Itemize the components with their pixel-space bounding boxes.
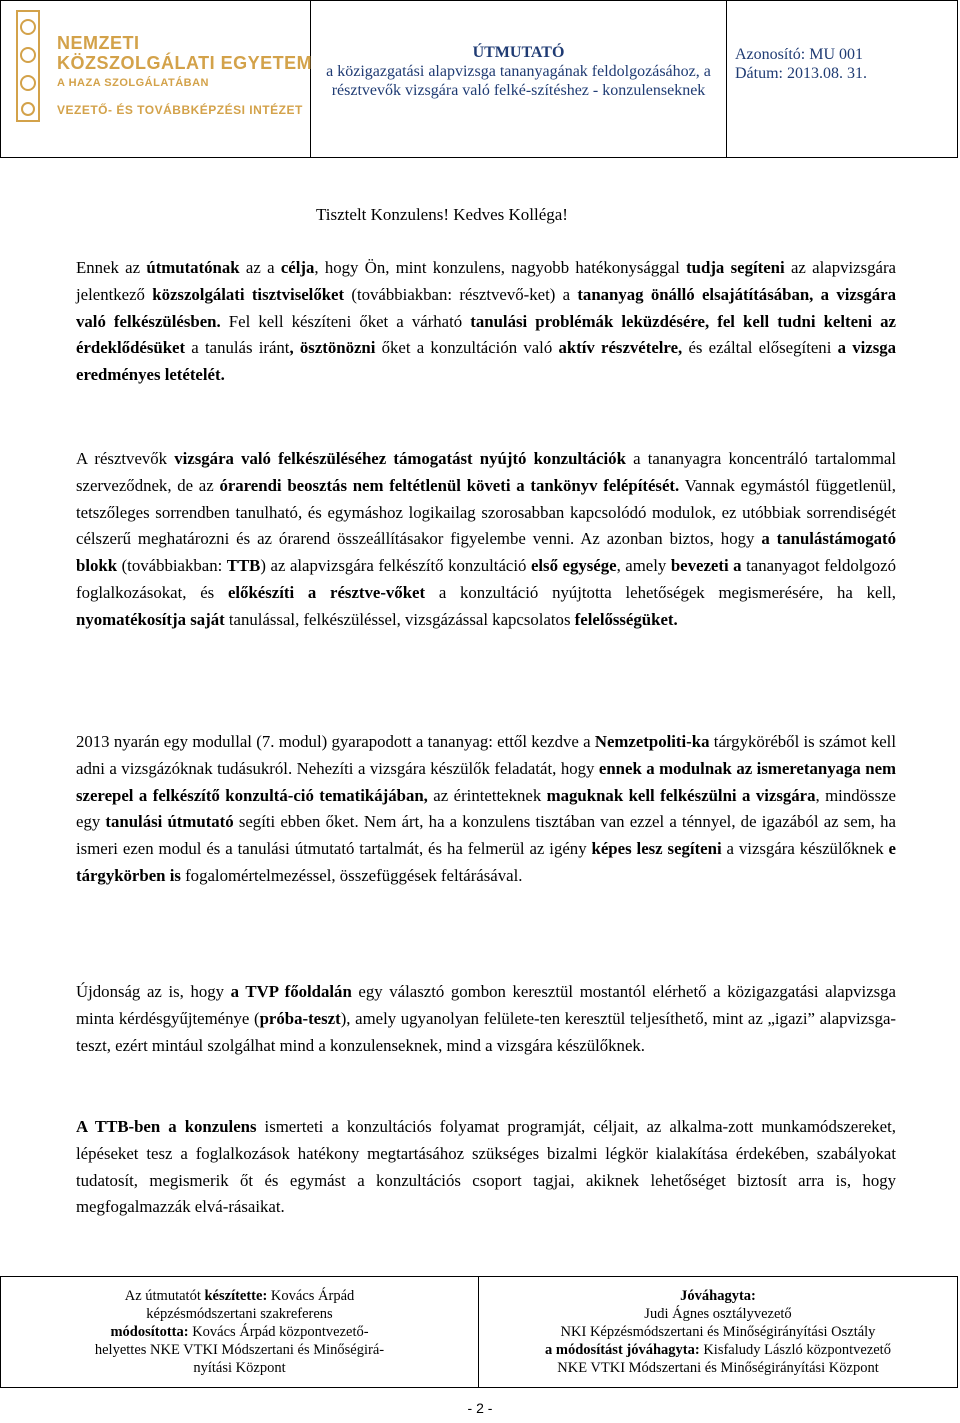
bold-text-run: a vizsga eredményes letételét. [76,338,897,385]
bold-text-run: nyomatékosítja saját [76,609,225,629]
bold-text-run: TTB [226,556,261,576]
bold-text-run: tanulási útmutató [105,812,234,832]
footer-author-line-3 [31,1323,448,1341]
text-run: , amely [616,556,671,576]
paragraph-5 [76,1114,896,1221]
footer-author-prefix: Az útmutatót [124,1288,205,1304]
bold-text-run: a TVP főoldalán [230,982,352,1001]
footer-approval-line-2: Judi Ágnes osztályvezető [644,1306,792,1322]
bold-text-run: tudja segíteni [686,258,785,277]
title-cell [311,1,727,157]
bold-text-run: Nemzetpoliti-ka [594,732,710,751]
footer-modifier-name: Kovács Árpád központvezető- [188,1324,369,1340]
meta-cell [727,1,957,157]
footer-author-line-1 [31,1287,448,1305]
text-run: ) az alapvizsgára felkészítő konzultáció [260,556,531,576]
paragraph-1 [76,255,896,389]
text-run: , hogy Ön, mint konzulens, nagyobb hatékonysággal [314,258,687,277]
text-run: tananyagot feldolgozó foglalkozásokat, és [76,556,897,602]
document-id: Azonosító: MU 001 [735,46,863,63]
text-run: A résztvevők [76,449,175,468]
bold-text-run: e tárgykörben is [76,839,896,885]
logo-line-2: KÖZSZOLGÁLATI EGYETEM [57,53,313,73]
text-run: Ennek az [76,258,147,277]
text-run: őket a konzultáción való [375,338,559,358]
paragraph-2 [76,446,896,634]
bold-text-run: maguknak kell felkészülni a vizsgára [546,785,816,805]
text-run: ), amely ugyanolyan felülete-ten keresztül teljesíthető, mint az „igazi” alapvizsga-teszt, ezért mintául szolgálhat mind a konzulenseknek, mind a vizsgára készülőknek. [76,1008,897,1055]
university-logo [7,7,313,153]
document-header [0,0,958,158]
seal-icon [11,9,45,123]
bold-text-run: előkészíti a résztve-vőket [227,582,426,602]
footer-author-line-5: nyítási Központ [193,1360,286,1376]
bold-text-run: felelősségüket. [574,609,678,629]
footer-approval-label: Jóváhagyta: [680,1288,756,1304]
text-run: a tanulás iránt [185,338,290,358]
logo-line-3: A HAZA SZOLGÁLATÁBAN [57,77,209,89]
footer-modifier-label: módosította: [110,1324,189,1340]
text-run: , mindössze egy [76,785,896,832]
text-run: 2013 nyarán egy modullal (7. modul) gyarapodott a tananyag: ettől kezdve a [76,732,595,751]
text-run: az érintetteknek [427,785,547,805]
bold-text-run: célja [280,258,315,277]
bold-text-run: képes lesz segíteni [591,839,722,859]
text-run: az a [239,258,281,277]
footer-approval-line-4 [499,1341,937,1359]
text-run: a tananyagra koncentráló tartalommal szerveződnek, de az [76,449,896,495]
footer-approval-line-5: NKE VTKI Módszertani és Minőségirányítási Központ [557,1360,879,1376]
bold-text-run: , ösztönözni [289,338,376,358]
text-run: a vizsgára készülőknek [721,839,889,859]
footer-author-line-2: képzésmódszertani szakreferens [146,1306,333,1322]
bold-text-run: első egysége [530,556,617,576]
bold-text-run: tanulási problémák leküzdésére, fel kell tudni kelteni az érdeklődésüket [76,311,897,358]
footer-mod-approval-name: Kisfaludy László központvezető [699,1342,891,1358]
text-run: Fel kell készíteni őket a várható [220,311,471,331]
text-run: egy választó gombon keresztül mostantól elérhető a közigazgatási alapvizsga minta kérdésgyűjteménye ( [76,982,897,1028]
text-run: az alapvizsgára jelentkező [76,258,896,304]
bold-text-run: vizsgára való felkészüléséhez támogatást nyújtó konzultációk [174,449,626,468]
footer-approval-line-3: NKI Képzésmódszertani és Minőségirányítási Osztály [560,1324,876,1340]
text-run: (továbbiakban: résztvevő-ket) a [344,284,578,304]
bold-text-run: próba-teszt [259,1008,341,1028]
text-run: Vannak egymástól függetlenül, tetszőleges sorrendben tanulható, és egymáshoz logikailag szorosabban kapcsolódó modulok, ez utóbbiak sorrendiségét célszerű meghatározni és az órarend összeállításakor figyelembe venni. Az azonban biztos, hogy [76,475,896,549]
paragraph-3 [76,729,896,890]
bold-text-run: aktív részvételre, [558,338,683,358]
logo-cell [1,1,311,157]
logo-line-1: NEMZETI [57,33,140,53]
text-run: fogalomértelmezéssel, összefüggések feltárásával. [180,865,523,885]
bold-text-run: ennek a modulnak az ismeretanyaga nem szerepel a felkészítő konzultá-ció tematikájában, [76,758,896,805]
text-run: segíti ebben őket. Nem árt, ha a konzulens tisztában van ezzel a ténnyel, de igazából az sem, ha ismeri ezen modul és a tanulási útmutató tartalmát, és ha felmerül az igény [76,812,896,859]
document-footer [0,1276,958,1388]
document-title: ÚTMUTATÓ [472,44,565,61]
text-run: tárgyköréből is számot kell adni a vizsgázóknak tudásukról. Nehezíti a vizsgára készülők feladatát, hogy [76,732,896,778]
text-run: a konzultáció nyújtotta lehetőségek megismerésére, ha kell, [425,582,896,602]
footer-mod-approval-label: a módosítást jóváhagyta: [545,1342,700,1358]
bold-text-run: a tanulástámogató blokk [76,529,896,576]
footer-approval-line-1 [499,1287,937,1305]
document-subtitle: a közigazgatási alapvizsga tananyagának feldolgozásához, a résztvevők vizsgára való felké-szítéshez - konzulenseknek [326,63,711,99]
footer-author-line-4: helyettes NKE VTKI Módszertani és Minőségirá- [94,1342,385,1358]
footer-author-name: Kovács Árpád [267,1288,355,1304]
text-run: ismerteti a konzultációs folyamat programját, céljait, az alkalma-zott munkamódszereket, lépéseket tesz a foglalkozások hatékony megtartásához szükséges bizalmi légkör kialakítása érdekében, szabályokat tudatosít, megismerik őt és egymást a konzultációs csoport tagjai, akiknek lehetőséget biztosít arra is, hogy megfogalmazzák elvá-rásaikat. [76,1117,896,1217]
bold-text-run: órarendi beosztás nem feltétlenül követi a tankönyv felépítését. [219,475,680,495]
bold-text-run: bevezeti a [670,556,742,576]
footer-approval-cell [479,1277,957,1387]
document-date: Dátum: 2013.08. 31. [735,65,867,82]
bold-text-run: közszolgálati tisztviselőket [152,284,345,304]
logo-line-4: VEZETŐ- ÉS TOVÁBBKÉPZÉSI INTÉZET [57,103,303,117]
bold-text-run: A TTB-ben a konzulens [76,1117,257,1136]
text-run: Újdonság az is, hogy [76,982,231,1001]
text-run: és ezáltal elősegíteni [682,338,838,358]
paragraph-4 [76,979,896,1059]
text-run: tanulással, felkészüléssel, vizsgázással kapcsolatos [224,609,575,629]
text-run: (továbbiakban: [117,556,227,576]
bold-text-run: útmutatónak [146,258,240,277]
bold-text-run: tananyag önálló elsajátításában, a vizsgára való felkészülésben. [76,284,896,331]
footer-author-cell [1,1277,479,1387]
salutation: Tisztelt Konzulens! Kedves Kolléga! [316,205,568,224]
page-number: - 2 - [467,1400,493,1416]
footer-author-label: készítette: [204,1288,268,1304]
